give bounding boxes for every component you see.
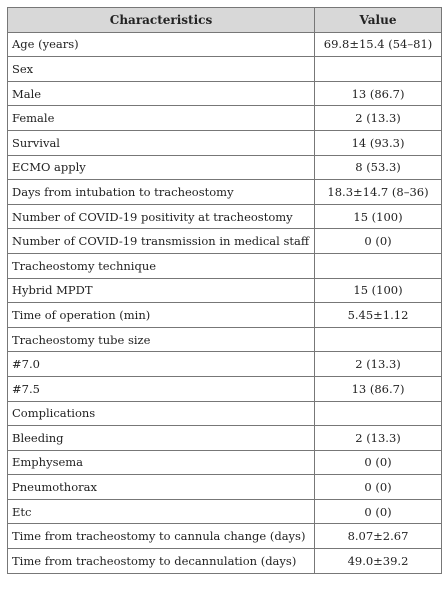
row-label: Complications (8, 401, 315, 426)
row-label: Female (8, 106, 315, 131)
characteristics-table (7, 7, 442, 574)
row-value: 69.8±15.4 (54–81) (315, 32, 442, 57)
table-row (8, 376, 442, 401)
header-characteristics: Characteristics (8, 8, 315, 33)
table-row (8, 106, 442, 131)
table-header (8, 8, 442, 33)
row-value: 2 (13.3) (315, 426, 442, 451)
row-label: Male (8, 81, 315, 106)
table-row (8, 155, 442, 180)
row-label: Number of COVID-19 transmission in medical staff (8, 229, 315, 254)
row-label: Emphysema (8, 450, 315, 475)
row-value: 18.3±14.7 (8–36) (315, 180, 442, 205)
row-value: 14 (93.3) (315, 130, 442, 155)
row-label: Etc (8, 499, 315, 524)
row-label: Days from intubation to tracheostomy (8, 180, 315, 205)
table-row (8, 278, 442, 303)
table-row (8, 426, 442, 451)
row-label: Sex (8, 57, 315, 82)
row-value: 8 (53.3) (315, 155, 442, 180)
table-row (8, 475, 442, 500)
row-value: 49.0±39.2 (315, 549, 442, 574)
row-value: 8.07±2.67 (315, 524, 442, 549)
row-value: 15 (100) (315, 278, 442, 303)
row-value: 0 (0) (315, 475, 442, 500)
header-value: Value (315, 8, 442, 33)
row-label: Hybrid MPDT (8, 278, 315, 303)
table-row (8, 401, 442, 426)
table-row (8, 327, 442, 352)
row-label: Number of COVID-19 positivity at tracheostomy (8, 204, 315, 229)
row-label: Survival (8, 130, 315, 155)
row-label: #7.5 (8, 376, 315, 401)
row-value (315, 253, 442, 278)
row-label: #7.0 (8, 352, 315, 377)
table-row (8, 229, 442, 254)
table-row (8, 450, 442, 475)
row-value: 5.45±1.12 (315, 303, 442, 328)
table-row (8, 32, 442, 57)
table-row (8, 180, 442, 205)
row-value (315, 327, 442, 352)
row-value: 13 (86.7) (315, 81, 442, 106)
row-value: 2 (13.3) (315, 106, 442, 131)
table-row (8, 57, 442, 82)
header-row (8, 8, 442, 33)
table-row (8, 549, 442, 574)
row-value: 13 (86.7) (315, 376, 442, 401)
table-row (8, 130, 442, 155)
row-label: Tracheostomy technique (8, 253, 315, 278)
row-value: 0 (0) (315, 229, 442, 254)
row-label: Tracheostomy tube size (8, 327, 315, 352)
table-row (8, 81, 442, 106)
row-label: Bleeding (8, 426, 315, 451)
table-row (8, 524, 442, 549)
row-value: 0 (0) (315, 499, 442, 524)
table-container (7, 7, 441, 574)
row-label: Pneumothorax (8, 475, 315, 500)
table-row (8, 303, 442, 328)
table-body (8, 32, 442, 573)
row-label: ECMO apply (8, 155, 315, 180)
table-row (8, 253, 442, 278)
row-value: 15 (100) (315, 204, 442, 229)
row-value (315, 57, 442, 82)
row-label: Time of operation (min) (8, 303, 315, 328)
row-label: Time from tracheostomy to decannulation (days) (8, 549, 315, 574)
table-row (8, 204, 442, 229)
row-value: 2 (13.3) (315, 352, 442, 377)
table-row (8, 499, 442, 524)
row-value (315, 401, 442, 426)
table-row (8, 352, 442, 377)
row-label: Time from tracheostomy to cannula change (days) (8, 524, 315, 549)
row-label: Age (years) (8, 32, 315, 57)
row-value: 0 (0) (315, 450, 442, 475)
